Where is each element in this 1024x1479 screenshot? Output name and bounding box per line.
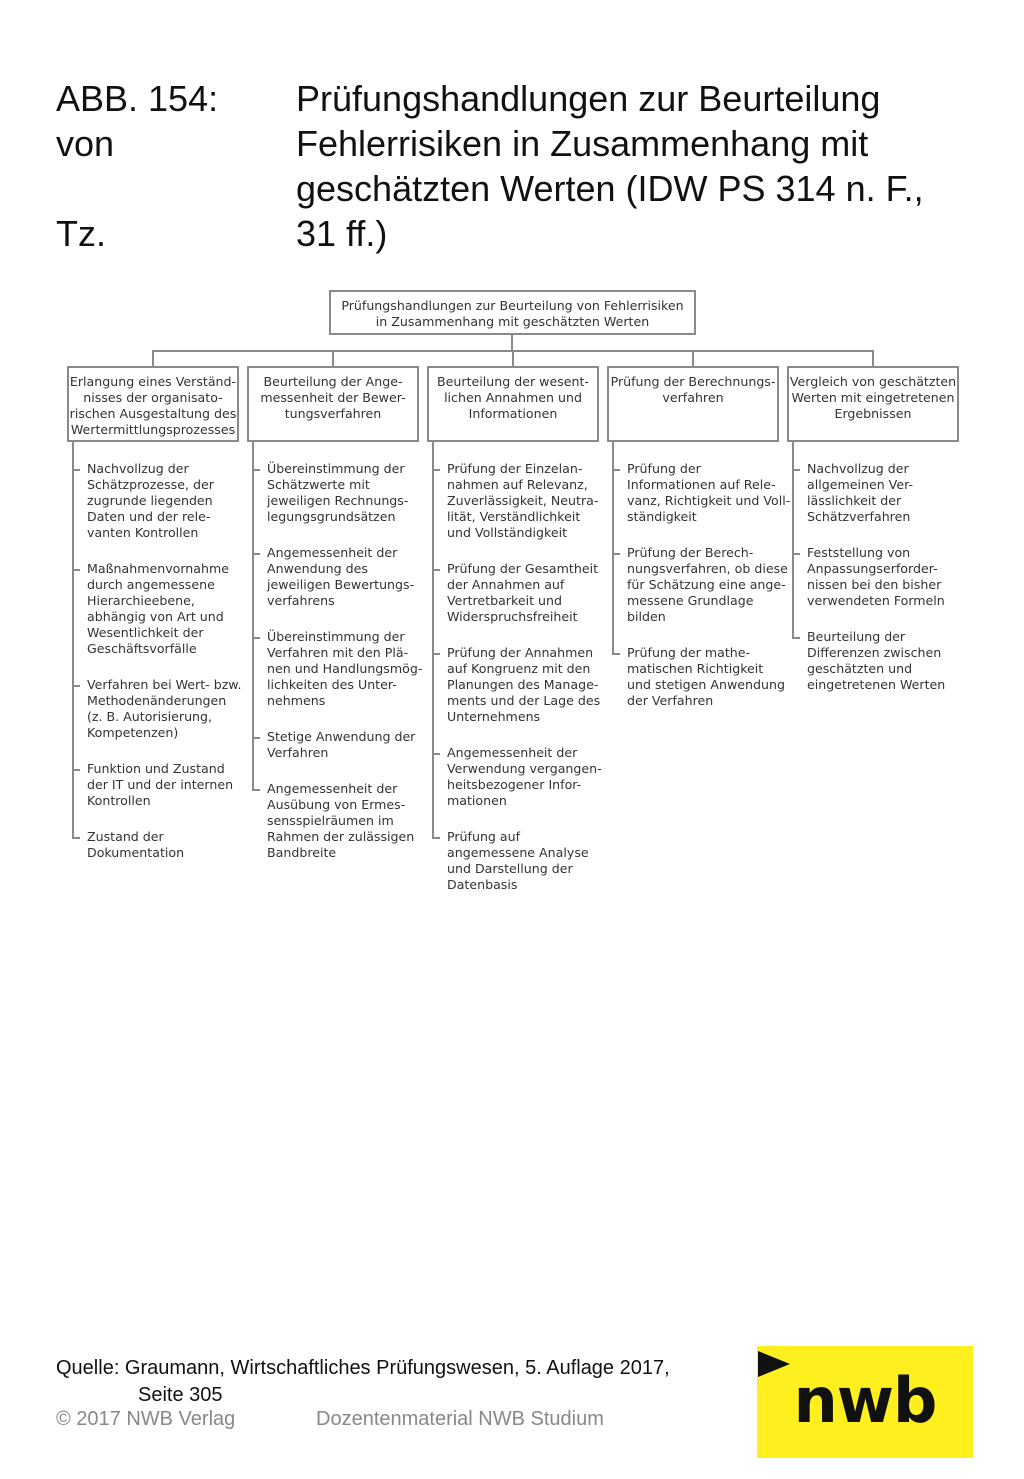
column-header-label: Vergleich von geschätzten Werten mit eingetretenen Ergebnissen (789, 374, 957, 421)
copyright-text: © 2017 NWB Verlag (56, 1408, 236, 1430)
column-header-box (427, 366, 599, 442)
root-box (329, 290, 696, 335)
column-item: Verfahren bei Wert- bzw. Methodenänderungen (z. B. Autorisierung, Kompetenzen) (87, 677, 242, 740)
play-arrow-icon (758, 1351, 790, 1377)
column-item: Nachvollzug der Schätzprozesse, der zugrunde liegenden Daten und der rele- vanten Kontrollen (87, 461, 214, 540)
column-item: Prüfung der mathe- matischen Richtigkeit und stetigen Anwendung der Verfahren (627, 645, 785, 708)
column-item: Angemessenheit der Verwendung vergangen- heitsbezogener Infor- mationen (447, 745, 602, 808)
source-page: Seite 305 (138, 1384, 223, 1406)
figure-label-line: von (56, 123, 115, 164)
item-rail (252, 442, 254, 791)
figure-title-line: Fehlerrisiken in Zusammenhang mit (296, 123, 869, 164)
column-header-box (787, 366, 959, 442)
column-header-label: Prüfung der Berechnungs- verfahren (610, 374, 776, 405)
column-header-label: Beurteilung der wesent- lichen Annahmen und Informationen (437, 374, 589, 421)
column-connector (152, 350, 154, 366)
item-rail (432, 442, 434, 839)
column-item: Übereinstimmung der Schätzwerte mit jeweiligen Rechnungs- legungsgrundsätzen (267, 461, 409, 524)
figure-label-line: ABB. 154: (56, 78, 219, 119)
column-connector (512, 350, 514, 366)
column-item: Beurteilung der Differenzen zwischen geschätzten und eingetretenen Werten (807, 629, 946, 692)
column-item: Stetige Anwendung der Verfahren (267, 729, 416, 760)
item-rail (612, 442, 614, 655)
source-line: Quelle: Graumann, Wirtschaftliches Prüfungswesen, 5. Auflage 2017, (56, 1357, 670, 1379)
column-connector (872, 350, 874, 366)
column-item: Übereinstimmung der Verfahren mit den Plä- nen und Handlungsmög- lichkeiten des Unter- nehmens (267, 629, 423, 708)
column-item: Nachvollzug der allgemeinen Ver- lässlichkeit der Schätzverfahren (807, 461, 913, 524)
column-item: Angemessenheit der Anwendung des jeweiligen Bewertungs- verfahrens (267, 545, 415, 608)
column-connector (692, 350, 694, 366)
column-item: Maßnahmenvornahme durch angemessene Hierarchieebene, abhängig von Art und Wesentlichkeit der Geschäftsvorfälle (87, 561, 230, 656)
figure-label-line: Tz. (56, 213, 106, 254)
figure-title-line: 31 ff.) (296, 213, 388, 254)
column-item: Funktion und Zustand der IT und der internen Kontrollen (87, 761, 234, 808)
item-rail (72, 442, 74, 839)
column-header-label: Beurteilung der Ange- messenheit der Bewer- tungsverfahren (260, 374, 406, 421)
column-item: Feststellung von Anpassungserforder- nissen bei den bisher verwendeten Formeln (807, 545, 945, 608)
column-header-box (247, 366, 419, 442)
figure-title-line: Prüfungshandlungen zur Beurteilung (296, 78, 881, 119)
column-header-box (607, 366, 779, 442)
column-item: Angemessenheit der Ausübung von Ermes- sensspielräumen im Rahmen der zulässigen Bandbreite (267, 781, 415, 860)
column-header-label: Erlangung eines Verständ- nisses der organisato- rischen Ausgestaltung des Wertermittlungsprozesses (69, 374, 237, 437)
nwb-logo-text: nwb (793, 1364, 937, 1437)
item-rail (792, 442, 794, 639)
column-item: Prüfung der Annahmen auf Kongruenz mit den Planungen des Manage- ments und der Lage des Unternehmens (447, 645, 601, 724)
column-item: Prüfung der Einzelan- nahmen auf Relevanz, Zuverlässigkeit, Neutra- lität, Verständlichkeit und Vollständigkeit (447, 461, 599, 540)
column-item: Prüfung auf angemessene Analyse und Darstellung der Datenbasis (447, 829, 589, 892)
column-item: Prüfung der Gesamtheit der Annahmen auf Vertretbarkeit und Widerspruchsfreiheit (447, 561, 599, 624)
column-item: Prüfung der Berech- nungsverfahren, ob diese für Schätzung eine ange- messene Grundlage bilden (627, 545, 788, 624)
column-header-box (67, 366, 239, 442)
root-box-label: Prüfungshandlungen zur Beurteilung von Fehlerrisiken in Zusammenhang mit geschätzten Werten (341, 298, 684, 329)
column-item: Prüfung der Informationen auf Rele- vanz, Richtigkeit und Voll- ständigkeit (627, 461, 791, 524)
column-item: Zustand der Dokumentation (87, 829, 185, 860)
figure-title-line: geschätzten Werten (IDW PS 314 n. F., (296, 168, 924, 209)
column-connector (332, 350, 334, 366)
material-text: Dozentenmaterial NWB Studium (316, 1408, 604, 1430)
